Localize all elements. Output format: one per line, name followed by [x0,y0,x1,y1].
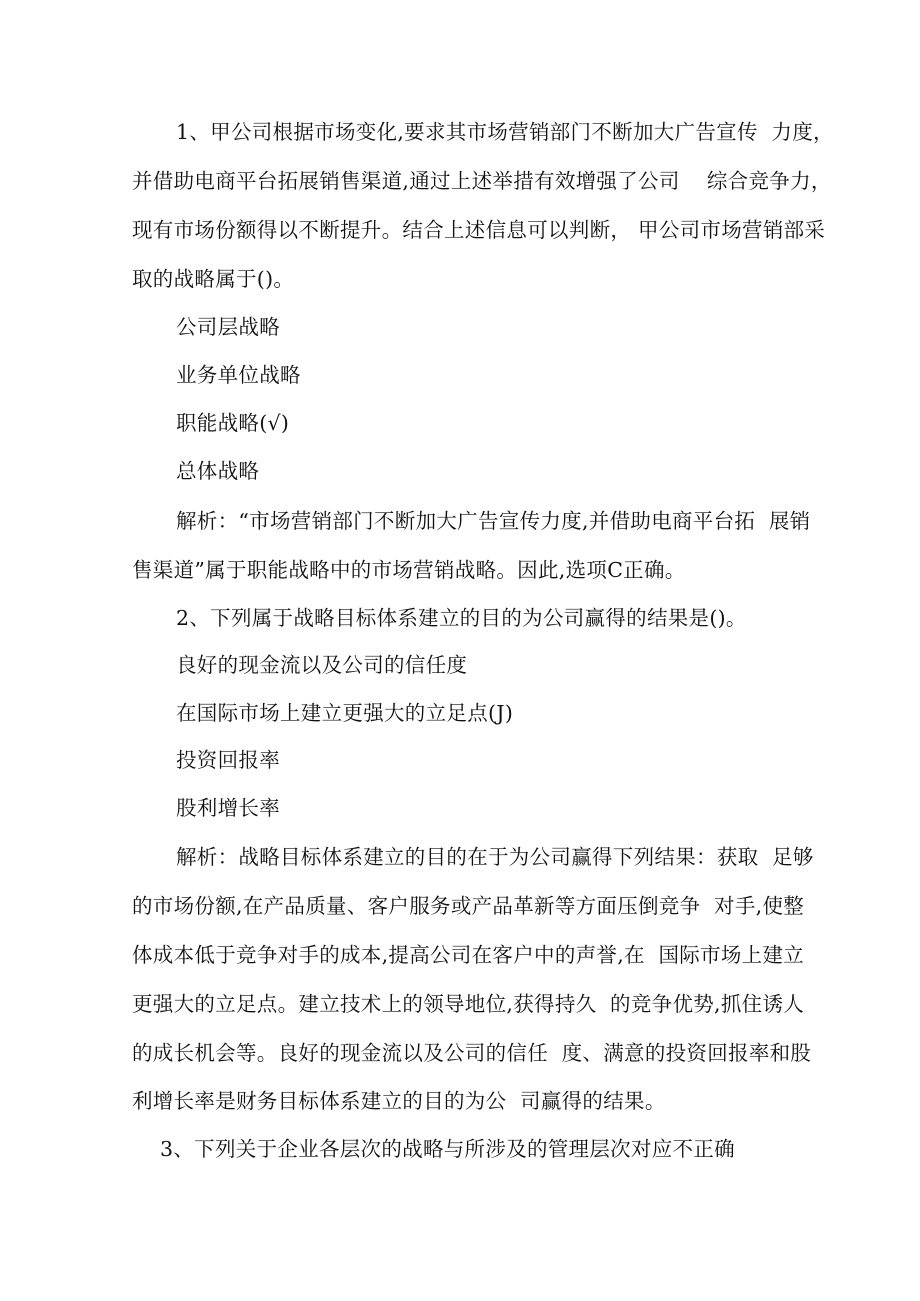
q2-option-d: 股利增长率 [176,796,280,820]
q1-stem-line-4: 取的战略属于()。 [132,267,295,291]
q1-option-b: 业务单位战略 [176,363,301,387]
q1-option-a: 公司层战略 [176,315,280,339]
q2-explanation-line-4: 更强大的立足点。建立技术上的领导地位,获得持久 的竞争优势,抓住诱人 [132,992,805,1016]
q1-option-d: 总体战略 [176,459,260,483]
q2-explanation-line-2: 的市场份额,在产品质量、客户服务或产品革新等方面压倒竞争 对手,使整 [132,894,805,918]
q2-option-b: 在国际市场上建立更强大的立足点(J) [176,701,514,725]
q2-stem-line-1: 2、下列属于战略目标体系建立的目的为公司赢得的结果是()。 [176,606,747,630]
q1-option-c: 职能战略(√) [176,411,290,435]
q2-option-a: 良好的现金流以及公司的信任度 [176,653,468,677]
q2-explanation-line-1: 解析：战略目标体系建立的目的在于为公司赢得下列结果：获取 足够 [176,845,814,869]
q1-stem-line-3: 现有市场份额得以不断提升。结合上述信息可以判断， 甲公司市场营销部采 [132,218,826,242]
q2-option-c: 投资回报率 [176,748,280,772]
q2-explanation-line-3: 体成本低于竞争对手的成本,提高公司在客户中的声誉,在 国际市场上建立 [132,943,805,967]
q3-stem-line-1: 3、下列关于企业各层次的战略与所涉及的管理层次对应不正确 [160,1137,735,1161]
q1-stem-line-2: 并借助电商平台拓展销售渠道,通过上述举措有效增强了公司 综合竞争力， [132,169,832,193]
q1-stem-line-1: 1、甲公司根据市场变化,要求其市场营销部门不断加大广告宣传 力度， [176,120,834,144]
q2-explanation-line-6: 利增长率是财务目标体系建立的目的为公 司赢得的结果。 [132,1089,666,1113]
q2-explanation-line-5: 的成长机会等。良好的现金流以及公司的信任 度、满意的投资回报率和股 [132,1041,812,1065]
q1-explanation-line-1: 解析：“市场营销部门不断加大广告宣传力度,并借助电商平台拓 展销 [176,509,811,533]
q1-explanation-line-2: 售渠道”属于职能战略中的市场营销战略。因此,选项C正确。 [132,558,686,582]
